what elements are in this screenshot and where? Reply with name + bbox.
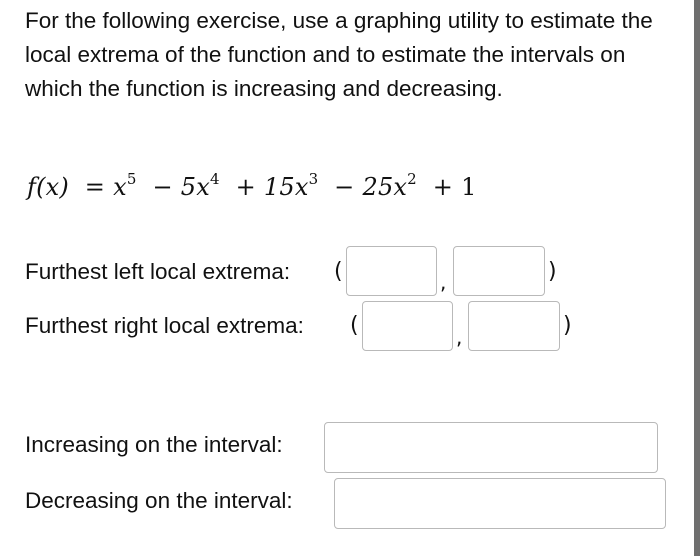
right-extrema-open-paren: ( — [350, 313, 359, 338]
exercise-prompt: For the following exercise, use a graphing utility to estimate the local extrema of the function and to estimate the intervals on which the function is increasing and decreasing. — [25, 8, 653, 101]
formula-term3-exp: 3 — [308, 170, 319, 188]
left-extrema-y-input[interactable] — [453, 246, 545, 296]
right-extrema-x-input[interactable] — [362, 301, 453, 351]
formula-term1-base: x — [113, 173, 127, 201]
formula-term5: 1 — [461, 173, 477, 201]
right-extrema-comma: , — [456, 325, 463, 349]
formula-term3-base: 15x — [263, 173, 309, 201]
formula-op1: − — [152, 173, 173, 201]
formula-op2: + — [235, 173, 256, 201]
formula-term1-exp: 5 — [126, 170, 137, 188]
formula-term4-exp: 2 — [407, 170, 417, 188]
increasing-label: Increasing on the interval: — [25, 432, 283, 457]
right-edge-scrollbar — [694, 0, 700, 556]
left-extrema-close-paren: ) — [548, 259, 557, 284]
formula-term4-base: 25x — [362, 173, 408, 201]
formula-lhs: f(x) — [27, 173, 69, 201]
left-extrema-open-paren: ( — [334, 259, 343, 284]
formula-op4: + — [432, 173, 454, 201]
decreasing-label: Decreasing on the interval: — [25, 488, 293, 513]
formula-term2-base: 5x — [180, 173, 210, 201]
left-extrema-x-input[interactable] — [346, 246, 437, 296]
left-extrema-label: Furthest left local extrema: — [25, 259, 291, 284]
increasing-interval-input[interactable] — [324, 422, 658, 473]
right-extrema-close-paren: ) — [563, 313, 572, 338]
decreasing-interval-input[interactable] — [334, 478, 666, 529]
right-extrema-y-input[interactable] — [468, 301, 560, 351]
left-extrema-comma: , — [440, 270, 447, 294]
right-extrema-label: Furthest right local extrema: — [25, 313, 304, 338]
formula-term2-exp: 4 — [209, 170, 220, 188]
formula-op3: − — [334, 173, 355, 201]
function-formula — [27, 170, 477, 201]
formula-equals: = — [84, 173, 106, 201]
